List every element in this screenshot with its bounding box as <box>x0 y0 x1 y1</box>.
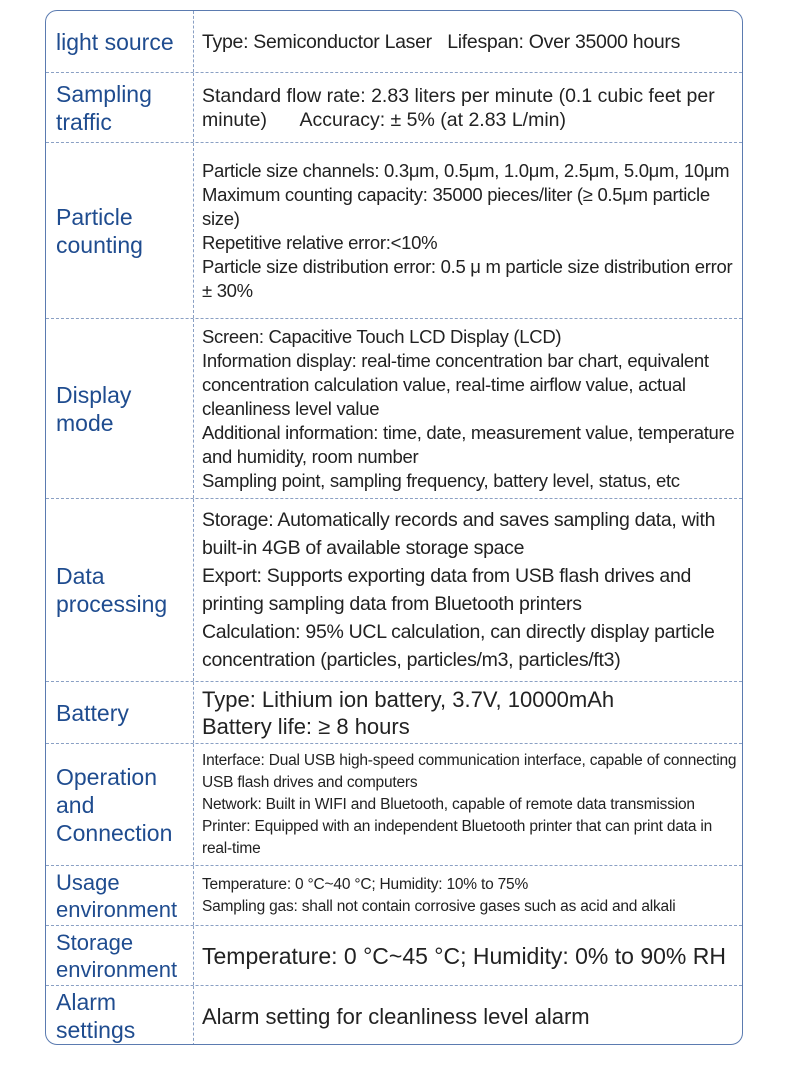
value-line: Maximum counting capacity: 35000 pieces/liter (≥ 0.5μm particle size) <box>202 183 710 229</box>
value-line: Sampling gas: shall not contain corrosive gases such as acid and alkali <box>202 897 676 915</box>
value-line: Additional information: time, date, measurement value, temperature and humidity, room number <box>202 421 735 467</box>
row-particle-counting <box>46 143 742 319</box>
value-line: Temperature: 0 °C~40 °C; Humidity: 10% to 75% <box>202 875 529 893</box>
value-line: Temperature: 0 °C~45 °C; Humidity: 0% to 90% RH <box>202 942 726 969</box>
row-value <box>194 73 742 142</box>
row-display-mode <box>46 319 742 499</box>
row-operation-connection <box>46 744 742 866</box>
row-label: Alarm settings <box>46 986 194 1045</box>
row-value <box>194 744 742 865</box>
row-value <box>194 926 742 985</box>
row-value <box>194 499 742 681</box>
row-sampling-traffic <box>46 73 742 143</box>
row-data-processing <box>46 499 742 682</box>
row-label: Storage environment <box>46 926 194 985</box>
row-value <box>194 682 742 743</box>
row-label: Sampling traffic <box>46 73 194 142</box>
row-label: light source <box>46 11 194 72</box>
value-line: Calculation: 95% UCL calculation, can directly display particle concentration (particles, particles/m3, particles/ft3) <box>202 621 715 671</box>
value-line: Standard flow rate: 2.83 liters per minute (0.1 cubic feet per minute) Accuracy: ± 5% (at 2.83 L/min) <box>202 84 715 131</box>
row-label: Particle counting <box>46 143 194 318</box>
row-battery <box>46 682 742 744</box>
value-line: Interface: Dual USB high-speed communication interface, capable of connecting USB flash drives and computers <box>202 751 737 791</box>
value-line: Storage: Automatically records and saves sampling data, with built-in 4GB of available storage space <box>202 509 716 559</box>
row-value <box>194 986 742 1045</box>
row-label: Operation and Connection <box>46 744 194 865</box>
row-label: Battery <box>46 682 194 743</box>
row-light-source <box>46 11 742 73</box>
row-value <box>194 11 742 72</box>
value-line: Repetitive relative error:<10% <box>202 231 438 253</box>
value-line: Information display: real-time concentration bar chart, equivalent concentration calculation value, real-time airflow value, actual cleanliness level value <box>202 349 709 419</box>
row-value <box>194 143 742 318</box>
value-line: Export: Supports exporting data from USB flash drives and printing sampling data from Bluetooth printers <box>202 565 692 615</box>
row-label: Data processing <box>46 499 194 681</box>
value-line: Alarm setting for cleanliness level alarm <box>202 1003 590 1029</box>
row-label: Display mode <box>46 319 194 498</box>
spec-table <box>45 10 743 1045</box>
row-value <box>194 319 742 498</box>
value-line: Particle size distribution error: 0.5 μ m particle size distribution error ± 30% <box>202 255 733 301</box>
value-line: Type: Lithium ion battery, 3.7V, 10000mAh <box>202 686 615 712</box>
row-value <box>194 866 742 925</box>
row-storage-environment <box>46 926 742 986</box>
value-line: Printer: Equipped with an independent Bluetooth printer that can print data in real-time <box>202 817 713 857</box>
row-label: Usage environment <box>46 866 194 925</box>
value-line: Type: Semiconductor Laser Lifespan: Over 35000 hours <box>202 30 681 53</box>
value-line: Battery life: ≥ 8 hours <box>202 713 410 739</box>
row-usage-environment <box>46 866 742 926</box>
value-line: Sampling point, sampling frequency, battery level, status, etc <box>202 469 680 491</box>
value-line: Network: Built in WIFI and Bluetooth, capable of remote data transmission <box>202 795 695 813</box>
value-line: Screen: Capacitive Touch LCD Display (LCD) <box>202 325 562 347</box>
value-line: Particle size channels: 0.3μm, 0.5μm, 1.0μm, 2.5μm, 5.0μm, 10μm <box>202 159 730 181</box>
row-alarm-settings <box>46 986 742 1045</box>
